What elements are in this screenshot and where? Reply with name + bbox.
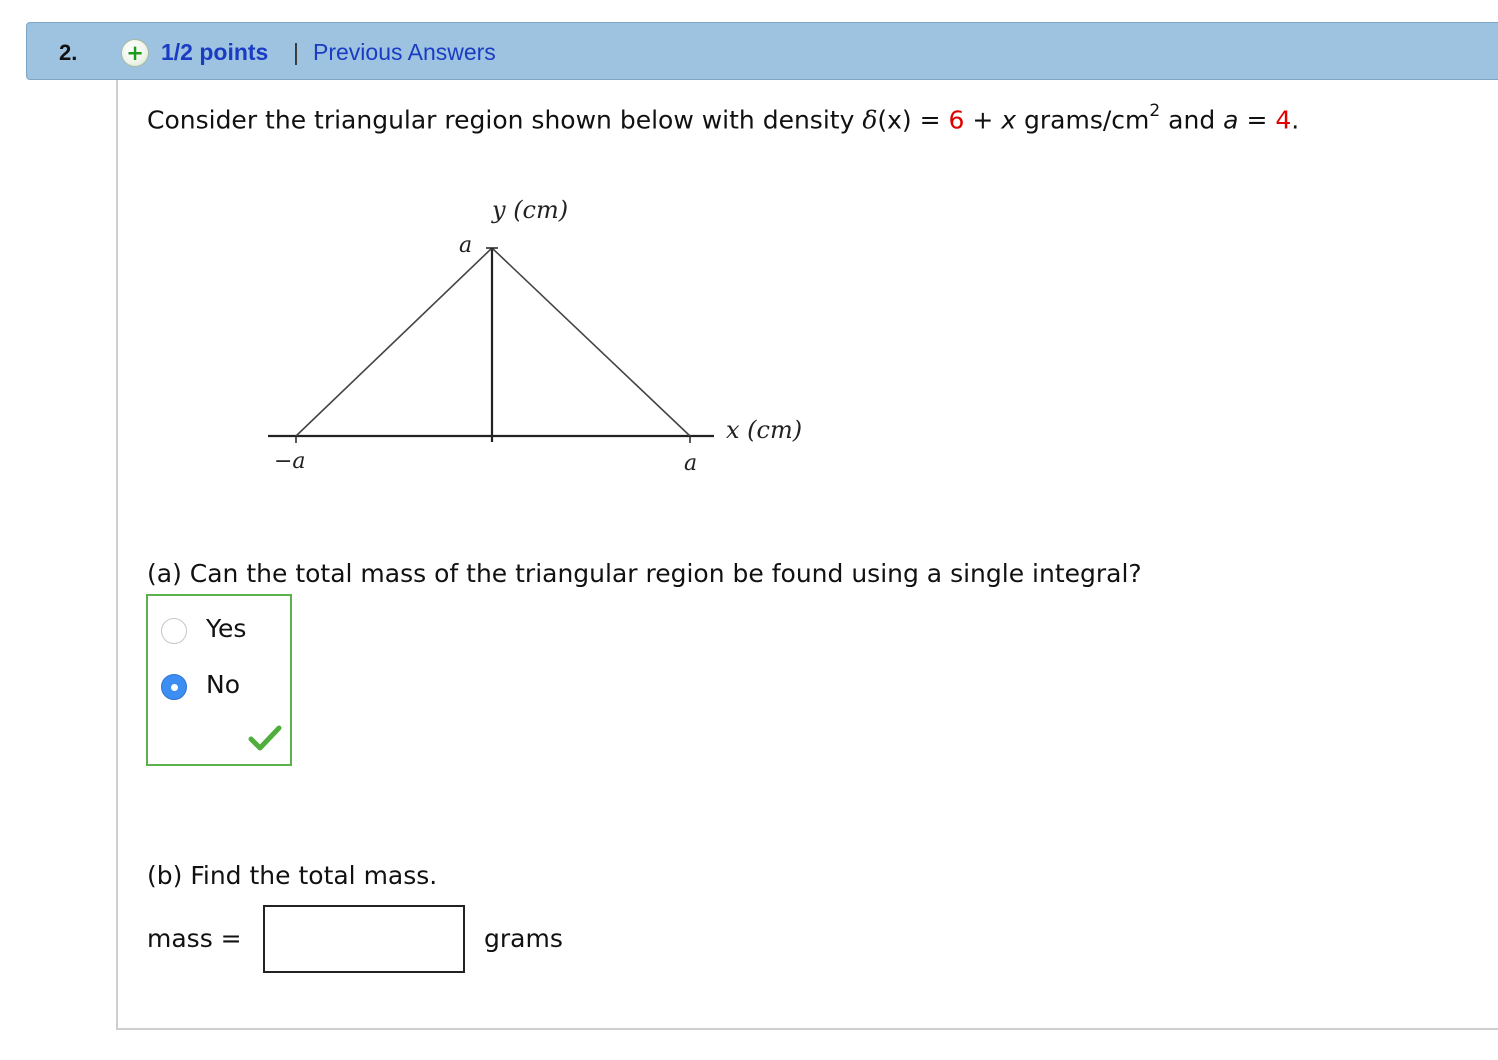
mass-input[interactable] bbox=[263, 905, 465, 973]
problem-statement bbox=[147, 101, 1300, 135]
equals-1: = bbox=[911, 105, 949, 135]
points-label: 1/2 points bbox=[161, 39, 269, 65]
triangle-figure bbox=[256, 186, 856, 496]
delta-symbol: δ bbox=[862, 105, 878, 135]
question-header bbox=[26, 22, 1498, 80]
density-constant: 6 bbox=[948, 105, 965, 135]
neg-a-label: −a bbox=[274, 449, 306, 474]
delta-arg: (x) bbox=[877, 105, 912, 135]
previous-answers-link[interactable]: Previous Answers bbox=[313, 39, 496, 65]
part-a-question: (a) Can the total mass of the triangular region be found using a single integral? bbox=[147, 559, 1142, 588]
triangle-left-edge bbox=[296, 248, 492, 436]
pos-a-label: a bbox=[684, 451, 698, 476]
part-a-choices bbox=[146, 594, 292, 766]
y-axis-label: y (cm) bbox=[492, 196, 569, 224]
plus-sign: + bbox=[964, 105, 1002, 135]
separator: | bbox=[293, 39, 299, 65]
equals-2: = bbox=[1238, 105, 1276, 135]
and-text: and bbox=[1160, 105, 1224, 135]
units-exponent: 2 bbox=[1149, 101, 1161, 121]
check-icon bbox=[248, 724, 282, 752]
part-b-question: (b) Find the total mass. bbox=[147, 861, 438, 890]
option-yes-label[interactable]: Yes bbox=[206, 614, 247, 643]
a-value: 4 bbox=[1275, 105, 1292, 135]
x-axis-label: x (cm) bbox=[726, 416, 803, 444]
x-variable: x bbox=[1001, 105, 1017, 135]
a-variable: a bbox=[1223, 105, 1239, 135]
apex-label: a bbox=[459, 233, 473, 258]
radio-no[interactable] bbox=[161, 674, 187, 700]
period: . bbox=[1291, 105, 1300, 135]
radio-yes[interactable] bbox=[161, 618, 187, 644]
mass-label: mass = bbox=[147, 924, 242, 953]
intro-text: Consider the triangular region shown below with density bbox=[147, 105, 863, 135]
option-no-label[interactable]: No bbox=[206, 670, 240, 699]
triangle-right-edge bbox=[492, 248, 690, 436]
question-number: 2. bbox=[59, 40, 78, 65]
mass-unit: grams bbox=[484, 924, 563, 953]
density-units: grams/cm bbox=[1016, 105, 1150, 135]
plus-icon[interactable]: + bbox=[121, 39, 149, 67]
